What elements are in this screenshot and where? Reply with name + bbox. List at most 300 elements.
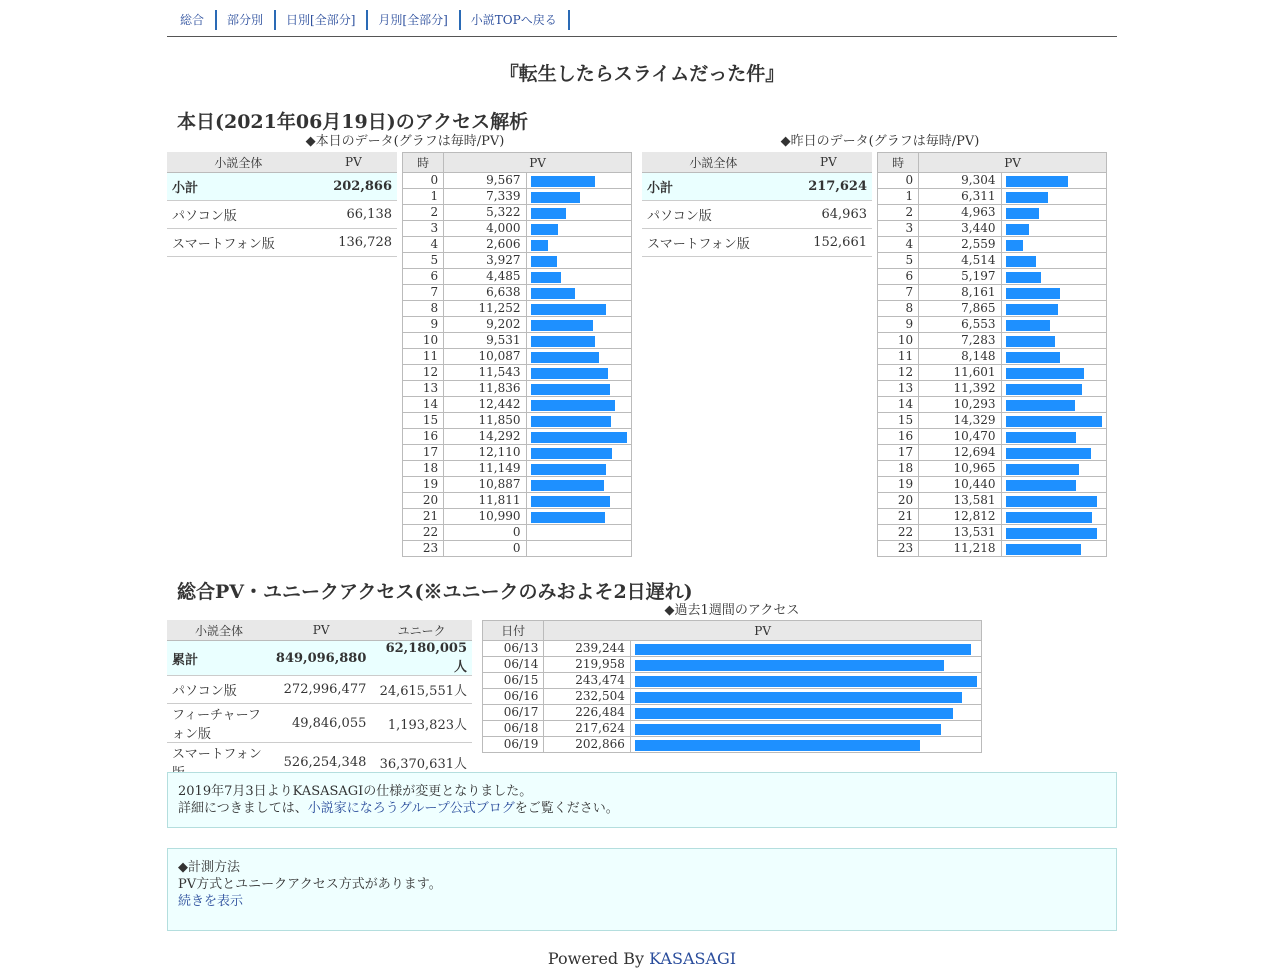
hour-cell: 0 [403, 173, 444, 189]
hour-cell: 18 [403, 461, 444, 477]
pv-bar [531, 176, 596, 187]
bar-cell [1001, 333, 1106, 349]
bar-cell [630, 737, 981, 753]
bar-cell [1001, 317, 1106, 333]
table-row [878, 477, 1107, 493]
pv-cell: 2,559 [919, 237, 1001, 253]
table-row [483, 705, 982, 721]
bar-cell [1001, 253, 1106, 269]
hour-cell: 12 [878, 365, 919, 381]
pv-cell: 219,958 [544, 657, 631, 673]
date-cell: 06/18 [483, 721, 544, 737]
table-row [403, 461, 632, 477]
pv-bar [531, 512, 605, 523]
pv-bar [531, 304, 607, 315]
col-header-hour: 時 [878, 153, 919, 173]
notice-line2-pre: 詳細につきましては、 [178, 801, 308, 816]
pv-bar [1006, 192, 1048, 203]
pv-cell: 0 [444, 525, 526, 541]
table-row [483, 641, 982, 657]
col-header-novel: 小説全体 [167, 620, 271, 641]
row-unique: 36,370,631人 [371, 743, 472, 782]
today-hourly-rows [403, 173, 632, 557]
pv-cell: 9,567 [444, 173, 526, 189]
table-row [878, 269, 1107, 285]
pv-cell: 4,963 [919, 205, 1001, 221]
row-value: 64,963 [785, 201, 872, 229]
row-label: スマートフォン [167, 743, 271, 782]
spec-change-notice [167, 772, 1117, 828]
table-row [878, 301, 1107, 317]
hour-cell: 2 [878, 205, 919, 221]
col-header-pv: PV [785, 152, 872, 173]
col-header-novel: 小説全体 [167, 152, 310, 173]
pv-cell: 8,161 [919, 285, 1001, 301]
bar-cell [526, 173, 631, 189]
pv-cell: 12,694 [919, 445, 1001, 461]
row-pv: 526,254,348 [271, 743, 371, 782]
bar-cell [526, 365, 631, 381]
bar-cell [526, 381, 631, 397]
pv-bar [1006, 464, 1080, 475]
pv-cell: 13,531 [919, 525, 1001, 541]
page-container [167, 0, 1117, 968]
pv-bar [1006, 224, 1029, 235]
pv-cell: 10,440 [919, 477, 1001, 493]
pv-cell: 11,252 [444, 301, 526, 317]
pv-cell: 12,110 [444, 445, 526, 461]
pv-bar [531, 464, 606, 475]
pv-bar [635, 724, 941, 735]
pv-cell: 2,606 [444, 237, 526, 253]
bar-cell [1001, 477, 1106, 493]
bar-cell [526, 317, 631, 333]
pv-bar [635, 676, 977, 687]
pv-bar [531, 368, 609, 379]
pv-bar [1006, 512, 1092, 523]
pv-bar [531, 288, 576, 299]
pv-bar [635, 692, 962, 703]
bar-cell [526, 445, 631, 461]
table-row [483, 673, 982, 689]
pv-cell: 202,866 [544, 737, 631, 753]
bar-cell [526, 349, 631, 365]
col-header-pv: PV [310, 152, 397, 173]
table-row [642, 173, 872, 201]
pv-bar [1006, 240, 1023, 251]
row-value: 66,138 [310, 201, 397, 229]
bar-cell [1001, 349, 1106, 365]
pv-bar [1006, 272, 1041, 283]
hour-cell: 9 [878, 317, 919, 333]
table-row [403, 333, 632, 349]
measurement-notice [167, 848, 1117, 931]
hour-cell: 23 [403, 541, 444, 557]
row-pv: 49,846,055 [271, 704, 371, 743]
nav-link-daily[interactable]: 日別[全部分] [286, 13, 356, 27]
table-row [403, 221, 632, 237]
pv-bar [635, 644, 971, 655]
hour-cell: 21 [403, 509, 444, 525]
hour-cell: 10 [878, 333, 919, 349]
pv-bar [1006, 288, 1061, 299]
kasasagi-link[interactable]: KASASAGI [649, 949, 737, 968]
bar-cell [526, 221, 631, 237]
bar-cell [526, 525, 631, 541]
date-cell: 06/14 [483, 657, 544, 673]
hour-cell: 19 [878, 477, 919, 493]
pv-cell: 0 [444, 541, 526, 557]
hour-cell: 17 [403, 445, 444, 461]
col-header-novel: 小説全体 [642, 152, 785, 173]
pv-cell: 8,148 [919, 349, 1001, 365]
today-hourly-table [402, 152, 632, 557]
pv-cell: 5,322 [444, 205, 526, 221]
pv-cell: 10,087 [444, 349, 526, 365]
nav-link-total[interactable]: 総合 [180, 13, 205, 27]
hour-cell: 9 [403, 317, 444, 333]
yesterday-summary-table [642, 152, 872, 257]
pv-bar [1006, 448, 1091, 459]
table-row [403, 381, 632, 397]
table-row [483, 737, 982, 753]
weekly-table [482, 620, 982, 753]
notice-line2 [168, 800, 1116, 817]
bar-cell [630, 641, 981, 657]
table-row [878, 493, 1107, 509]
row-pv: 849,096,880 [271, 641, 371, 676]
hour-cell: 7 [403, 285, 444, 301]
hour-cell: 22 [878, 525, 919, 541]
pv-bar [1006, 528, 1097, 539]
hour-cell: 13 [403, 381, 444, 397]
pv-cell: 11,601 [919, 365, 1001, 381]
pv-cell: 13,581 [919, 493, 1001, 509]
pv-cell: 10,470 [919, 429, 1001, 445]
pv-cell: 232,504 [544, 689, 631, 705]
date-cell: 06/16 [483, 689, 544, 705]
row-label: パソコン版 [642, 201, 785, 229]
pv-cell: 217,624 [544, 721, 631, 737]
nav-item-monthly[interactable] [373, 10, 460, 30]
pv-bar [1006, 432, 1076, 443]
row-label: パソコン版 [167, 676, 271, 704]
hour-cell: 16 [403, 429, 444, 445]
table-row [403, 173, 632, 189]
row-value: 136,728 [310, 229, 397, 257]
measurement-title: ◆計測方法 [178, 860, 240, 875]
table-row [403, 493, 632, 509]
nav-item-total[interactable] [175, 10, 217, 30]
bar-cell [1001, 205, 1106, 221]
pv-bar [531, 448, 613, 459]
pv-cell: 4,000 [444, 221, 526, 237]
table-row [642, 229, 872, 257]
pv-bar [1006, 176, 1069, 187]
bar-cell [526, 269, 631, 285]
bar-cell [1001, 429, 1106, 445]
nav-link-novel-top[interactable]: 小説TOPへ戻る [470, 13, 557, 27]
pv-bar [531, 416, 611, 427]
pv-bar [531, 256, 558, 267]
pv-cell: 5,197 [919, 269, 1001, 285]
nav-link-part[interactable]: 部分別 [227, 13, 264, 27]
hour-cell: 11 [403, 349, 444, 365]
pv-cell: 4,514 [919, 253, 1001, 269]
table-row [878, 173, 1107, 189]
pv-cell: 7,865 [919, 301, 1001, 317]
pv-bar [1006, 336, 1055, 347]
bar-cell [1001, 237, 1106, 253]
row-label: パソコン版 [167, 201, 310, 229]
table-row [878, 445, 1107, 461]
table-row [403, 237, 632, 253]
col-header-pv: PV [544, 621, 982, 641]
nav-item-daily[interactable] [281, 10, 368, 30]
hour-cell: 15 [403, 413, 444, 429]
pv-cell: 10,293 [919, 397, 1001, 413]
table-row [403, 317, 632, 333]
hour-cell: 8 [403, 301, 444, 317]
bar-cell [1001, 541, 1106, 557]
pv-bar [1006, 400, 1075, 411]
hour-cell: 5 [878, 253, 919, 269]
hour-cell: 3 [878, 221, 919, 237]
table-row [878, 429, 1107, 445]
pv-cell: 7,283 [919, 333, 1001, 349]
bar-cell [1001, 173, 1106, 189]
pv-cell: 226,484 [544, 705, 631, 721]
read-more-link[interactable]: 続きを表示 [178, 894, 244, 909]
table-row [878, 397, 1107, 413]
row-value: 202,866 [310, 173, 397, 201]
table-row [403, 253, 632, 269]
row-value: 217,624 [785, 173, 872, 201]
table-row [167, 641, 472, 676]
bar-cell [526, 301, 631, 317]
col-header-unique: ユニーク [371, 620, 472, 641]
hour-cell: 18 [878, 461, 919, 477]
nav-link-monthly[interactable]: 月別[全部分] [378, 13, 448, 27]
bar-cell [526, 541, 631, 557]
table-row [403, 205, 632, 221]
date-cell: 06/15 [483, 673, 544, 689]
bar-cell [630, 721, 981, 737]
bar-cell [526, 397, 631, 413]
yesterday-hourly-rows [878, 173, 1107, 557]
table-row [403, 365, 632, 381]
hour-cell: 4 [878, 237, 919, 253]
pv-cell: 14,329 [919, 413, 1001, 429]
bar-cell [526, 429, 631, 445]
hour-cell: 3 [403, 221, 444, 237]
row-pv: 272,996,477 [271, 676, 371, 704]
notice-line2-post: をご覧ください。 [514, 801, 619, 816]
pv-bar [531, 192, 581, 203]
table-row [403, 477, 632, 493]
table-row [878, 205, 1107, 221]
pv-cell: 6,311 [919, 189, 1001, 205]
row-unique: 1,193,823人 [371, 704, 472, 743]
table-row [483, 657, 982, 673]
pv-bar [531, 240, 549, 251]
nav-list [175, 10, 575, 30]
pv-bar [531, 432, 627, 443]
pv-cell: 12,812 [919, 509, 1001, 525]
pv-cell: 239,244 [544, 641, 631, 657]
table-row [403, 413, 632, 429]
bar-cell [526, 477, 631, 493]
table-row [878, 461, 1107, 477]
col-header-pv: PV [271, 620, 371, 641]
table-row [642, 201, 872, 229]
table-row [403, 429, 632, 445]
table-row [878, 237, 1107, 253]
hour-cell: 20 [403, 493, 444, 509]
bar-cell [1001, 189, 1106, 205]
hour-cell: 20 [878, 493, 919, 509]
pv-bar [1006, 320, 1050, 331]
hour-cell: 13 [878, 381, 919, 397]
pv-bar [1006, 304, 1059, 315]
pv-cell: 3,927 [444, 253, 526, 269]
pv-cell: 6,553 [919, 317, 1001, 333]
footer-prefix: Powered By [547, 949, 650, 968]
table-row [167, 173, 397, 201]
bar-cell [526, 509, 631, 525]
table-row [878, 333, 1107, 349]
bar-cell [1001, 365, 1106, 381]
row-label: 小計 [642, 173, 785, 201]
hour-cell: 8 [878, 301, 919, 317]
bar-cell [630, 657, 981, 673]
table-row [878, 381, 1107, 397]
table-row [878, 509, 1107, 525]
bar-cell [1001, 525, 1106, 541]
hour-cell: 15 [878, 413, 919, 429]
table-row [403, 189, 632, 205]
hour-cell: 4 [403, 237, 444, 253]
week-caption: ◆過去1週間のアクセス [664, 603, 800, 618]
date-cell: 06/13 [483, 641, 544, 657]
table-row [878, 413, 1107, 429]
pv-bar [1006, 496, 1097, 507]
pv-bar [531, 320, 593, 331]
bar-cell [630, 673, 981, 689]
footer [167, 949, 1117, 968]
pv-cell: 12,442 [444, 397, 526, 413]
row-unique: 24,615,551人 [371, 676, 472, 704]
bar-cell [1001, 413, 1106, 429]
pv-bar [1006, 352, 1061, 363]
bar-cell [526, 189, 631, 205]
pv-cell: 14,292 [444, 429, 526, 445]
nav-item-part[interactable] [222, 10, 276, 30]
table-row [403, 269, 632, 285]
table-row [167, 676, 472, 704]
hour-cell: 2 [403, 205, 444, 221]
table-row [167, 704, 472, 743]
pv-cell: 10,887 [444, 477, 526, 493]
table-row [167, 229, 397, 257]
bar-cell [1001, 493, 1106, 509]
pv-bar [531, 400, 615, 411]
table-row [483, 721, 982, 737]
bar-cell [526, 493, 631, 509]
date-cell: 06/17 [483, 705, 544, 721]
hour-cell: 1 [878, 189, 919, 205]
pv-cell: 9,202 [444, 317, 526, 333]
pv-bar [635, 660, 944, 671]
hour-cell: 0 [878, 173, 919, 189]
table-row [403, 445, 632, 461]
pv-cell: 10,990 [444, 509, 526, 525]
row-unique: 62,180,005人 [371, 641, 472, 676]
table-row [167, 201, 397, 229]
nav-item-novel-top[interactable] [466, 10, 570, 30]
pv-cell: 11,850 [444, 413, 526, 429]
novel-title: 『転生したらスライムだった件』 [499, 63, 785, 85]
total-summary-table [167, 620, 472, 782]
pv-bar [531, 496, 611, 507]
col-header-date: 日付 [483, 621, 544, 641]
hour-cell: 1 [403, 189, 444, 205]
row-label: フィーチャーフォン版 [167, 704, 271, 743]
pv-cell: 11,836 [444, 381, 526, 397]
official-blog-link[interactable]: 小説家になろうグループ公式ブログ [307, 801, 515, 816]
today-heading: 本日(2021年06月19日)のアクセス解析 [177, 111, 529, 133]
table-row [403, 397, 632, 413]
pv-bar [531, 272, 561, 283]
pv-bar [531, 480, 604, 491]
bar-cell [1001, 509, 1106, 525]
pv-bar [1006, 384, 1083, 395]
pv-cell: 3,440 [919, 221, 1001, 237]
pv-bar [1006, 544, 1082, 555]
total-heading: 総合PV・ユニークアクセス(※ユニークのみおよそ2日遅れ) [177, 581, 693, 603]
pv-bar [531, 224, 558, 235]
row-label: スマートフォン版 [642, 229, 785, 257]
bar-cell [526, 237, 631, 253]
table-row [878, 349, 1107, 365]
table-row [878, 365, 1107, 381]
bar-cell [526, 333, 631, 349]
pv-bar [1006, 416, 1102, 427]
today-summary-table [167, 152, 397, 257]
yesterday-caption: ◆昨日のデータ(グラフは毎時/PV) [780, 134, 980, 149]
table-row [403, 509, 632, 525]
pv-bar [531, 352, 599, 363]
pv-cell: 11,811 [444, 493, 526, 509]
table-row [878, 253, 1107, 269]
hour-cell: 11 [878, 349, 919, 365]
hour-cell: 10 [403, 333, 444, 349]
table-row [878, 317, 1107, 333]
table-row [403, 349, 632, 365]
pv-cell: 243,474 [544, 673, 631, 689]
table-row [403, 525, 632, 541]
today-caption: ◆本日のデータ(グラフは毎時/PV) [305, 134, 505, 149]
hour-cell: 14 [403, 397, 444, 413]
measurement-body: PV方式とユニークアクセス方式があります。 [178, 877, 442, 892]
col-header-hour: 時 [403, 153, 444, 173]
pv-cell: 6,638 [444, 285, 526, 301]
bar-cell [630, 705, 981, 721]
pv-cell: 4,485 [444, 269, 526, 285]
pv-bar [635, 740, 920, 751]
pv-bar [1006, 368, 1084, 379]
bar-cell [1001, 301, 1106, 317]
